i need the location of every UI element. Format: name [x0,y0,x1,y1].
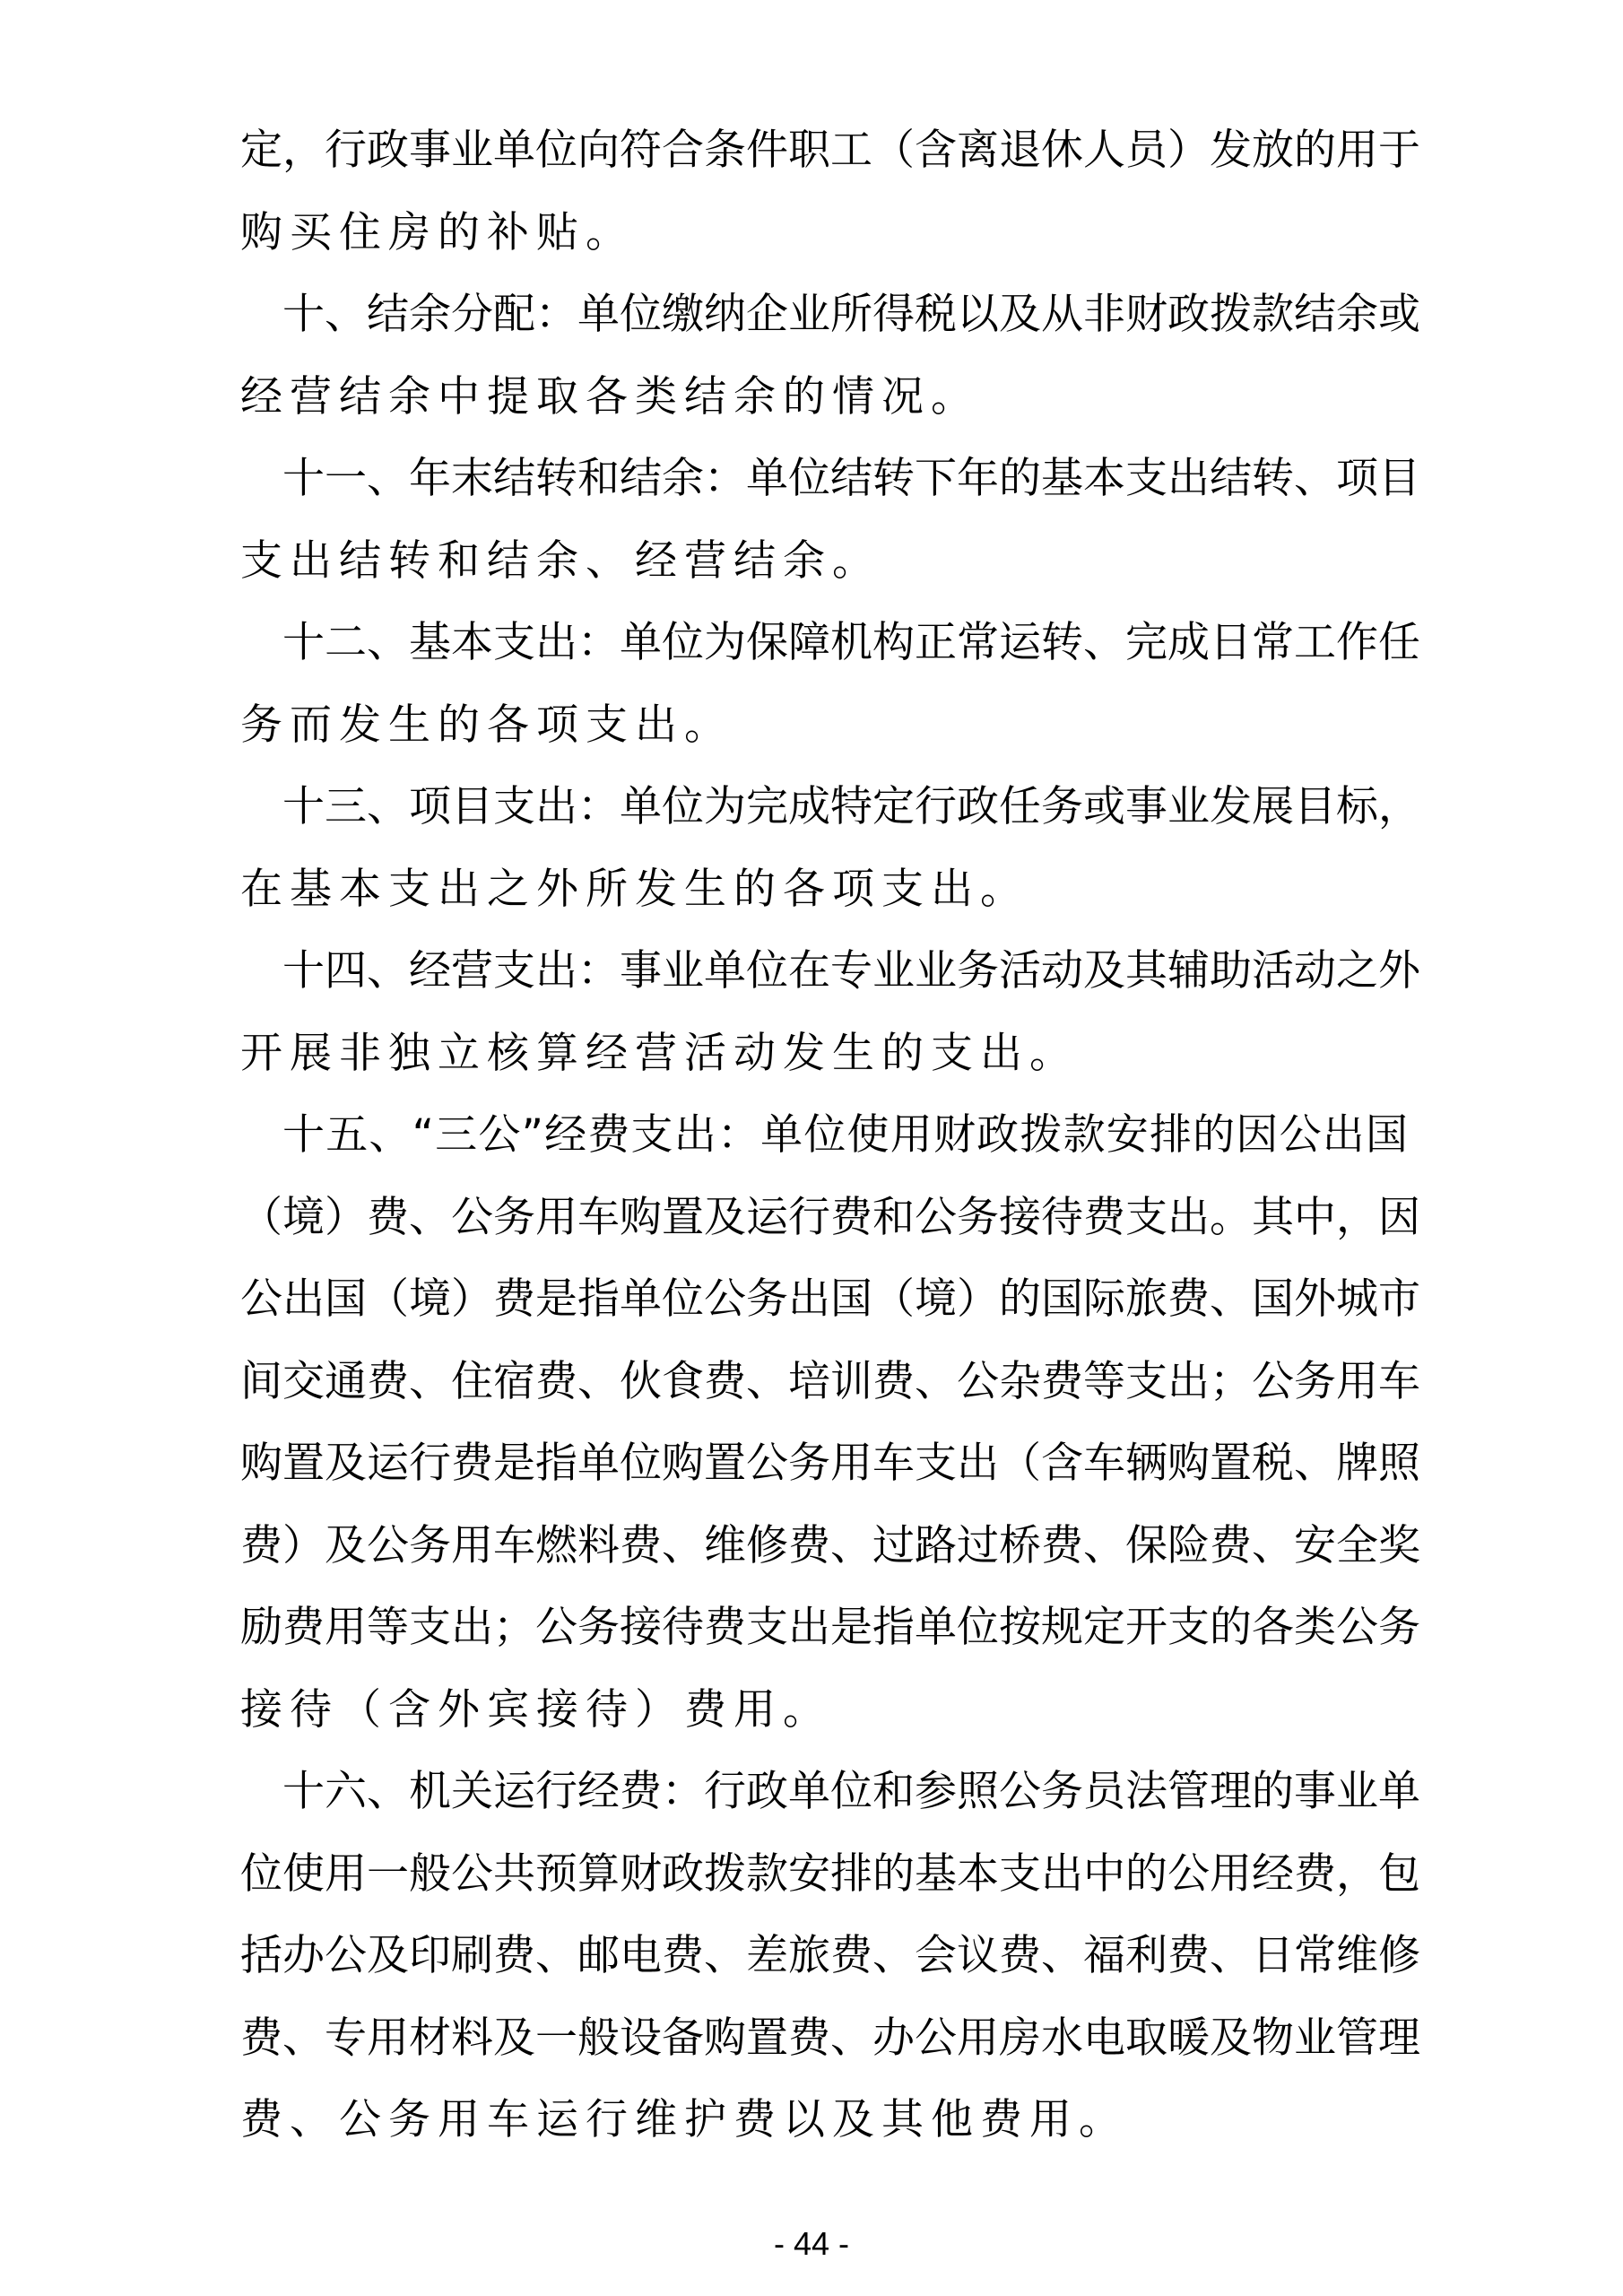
text-line: 经营结余中提取各类结余的情况。 [240,371,980,422]
text-line: 十、结余分配：单位缴纳企业所得税以及从非财政拨款结余或 [282,290,1420,339]
text-line: 定，行政事业单位向符合条件职工（含离退休人员）发放的用于 [240,126,1420,175]
text-line: 费、公务用车运行维护费以及其他费用。 [240,2095,1128,2144]
text-line: 务而发生的各项支出。 [240,700,733,750]
text-line: 间交通费、住宿费、伙食费、培训费、公杂费等支出；公务用车 [240,1356,1420,1406]
text-line: 十五、“三公”经费支出：单位使用财政拨款安排的因公出国 [282,1110,1408,1160]
text-line: 十二、基本支出：单位为保障机构正常运转、完成日常工作任 [282,618,1420,667]
text-line: 开展非独立核算经营活动发生的支出。 [240,1028,1079,1078]
text-line: 支出结转和结余、经营结余。 [240,535,881,586]
text-line: 十六、机关运行经费：行政单位和参照公务员法管理的事业单 [282,1767,1420,1816]
document-body [240,109,1420,2161]
text-line: （境）费、公务用车购置及运行费和公务接待费支出。其中，因 [240,1192,1420,1242]
text-line: 十三、项目支出：单位为完成特定行政任务或事业发展目标， [282,782,1420,831]
text-line: 购买住房的补贴。 [240,207,635,257]
text-line: 十四、经营支出：事业单位在专业业务活动及其辅助活动之外 [282,946,1420,996]
text-line: 接待（含外宾接待）费用。 [240,1684,832,1735]
text-line: 位使用一般公共预算财政拨款安排的基本支出中的公用经费，包 [240,1848,1420,1899]
text-line: 十一、年末结转和结余：单位结转下年的基本支出结转、项目 [282,454,1420,503]
text-line: 费）及公务用车燃料费、维修费、过路过桥费、保险费、安全奖 [240,1520,1420,1570]
text-line: 在基本支出之外所发生的各项支出。 [240,864,1029,914]
page-number: - 44 - [773,2225,850,2262]
text-line: 括办公及印刷费、邮电费、差旅费、会议费、福利费、日常维修 [240,1931,1420,1980]
text-line: 购置及运行费是指单位购置公务用车支出（含车辆购置税、牌照 [240,1439,1420,1488]
text-line: 励费用等支出；公务接待费支出是指单位按规定开支的各类公务 [240,1603,1420,1652]
text-line: 公出国（境）费是指单位公务出国（境）的国际旅费、国外城市 [240,1274,1420,1324]
text-line: 费、专用材料及一般设备购置费、办公用房水电取暖及物业管理 [240,2013,1420,2063]
